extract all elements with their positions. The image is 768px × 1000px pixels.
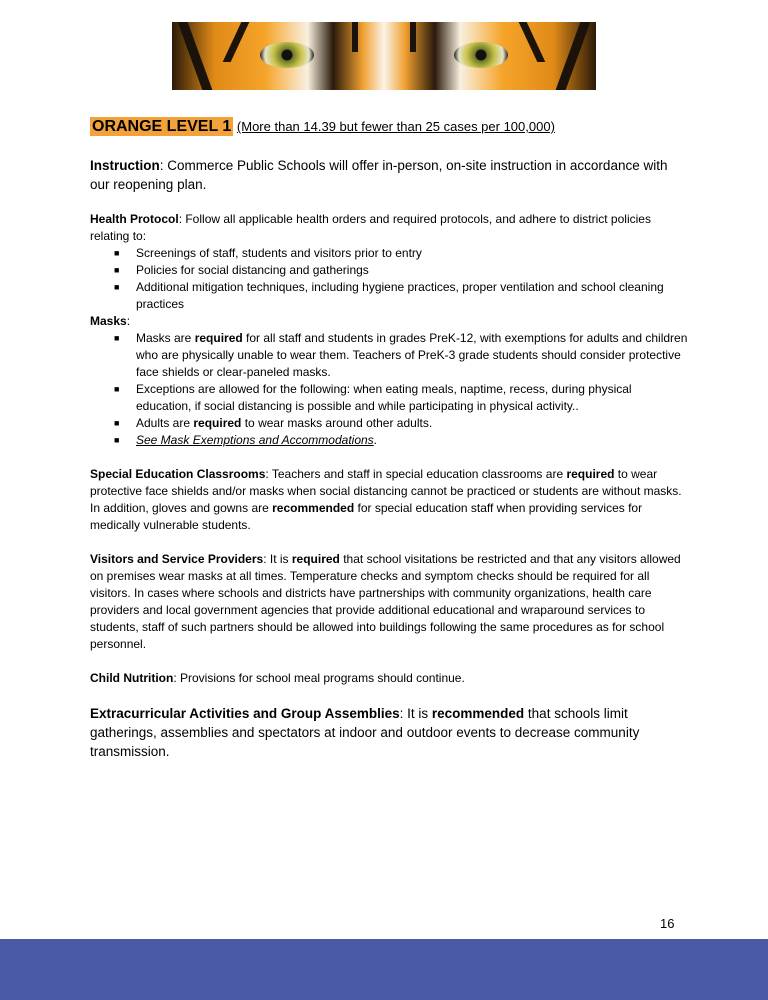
tiger-eye-right <box>454 42 508 68</box>
level-heading <box>90 112 690 142</box>
list-item: ■ Adults are required to wear masks around other adults. <box>136 415 690 432</box>
banner-stripe <box>519 22 546 62</box>
masks-section: Masks: <box>90 314 131 328</box>
document-body <box>90 112 690 761</box>
masks-list <box>90 330 690 449</box>
list-item: ■ See Mask Exemptions and Accommodations. <box>136 432 690 449</box>
health-protocol-text: : Follow all applicable health orders and required protocols, and adhere to district policies relating to: <box>90 212 651 243</box>
banner-stripe <box>352 22 358 52</box>
special-education-section: Special Education Classrooms: Teachers and staff in special education classrooms are required to wear protective face shields and/or masks when social distancing cannot be practiced or students are without masks. In addition, gloves and gowns are recommended for special education staff when providing services for medically vulnerable students. <box>90 467 682 532</box>
list-item: ■ Exceptions are allowed for the following: when eating meals, naptime, recess, during physical education, if social distancing is possible and while participating in physical activity.. <box>136 381 690 415</box>
extracurricular-label: Extracurricular Activities and Group Assemblies <box>90 706 400 721</box>
child-nutrition-section: Child Nutrition: Provisions for school meal programs should continue. <box>90 671 465 685</box>
banner-stripe <box>178 22 213 90</box>
list-item: ■ Policies for social distancing and gatherings <box>136 262 690 279</box>
visitors-section: Visitors and Service Providers: It is required that school visitations be restricted and that any visitors allowed on premises wear masks at all times. Temperature checks and symptom checks should be required for all visitors. In cases where schools and districts have partnerships with community organizations, health care providers and local government agencies that provide additional educational and wraparound services to students, staff of such partners should be allowed into buildings following the same procedures as for school personnel. <box>90 552 681 651</box>
list-item: ■ Additional mitigation techniques, including hygiene practices, proper ventilation and school cleaning practices <box>136 279 690 313</box>
visitors-label: Visitors and Service Providers <box>90 552 264 566</box>
banner-stripe <box>223 22 250 62</box>
special-education-label: Special Education Classrooms <box>90 467 266 481</box>
health-protocol-label: Health Protocol <box>90 212 179 226</box>
extracurricular-section: Extracurricular Activities and Group Assemblies: It is recommended that schools limit gatherings, assemblies and spectators at indoor and outdoor events to decrease community transmission. <box>90 706 640 759</box>
mask-exemptions-link[interactable]: See Mask Exemptions and Accommodations <box>136 433 374 447</box>
tiger-eyes-banner <box>172 22 596 90</box>
masks-label: Masks <box>90 314 127 328</box>
instruction-label: Instruction <box>90 158 160 173</box>
health-protocol-list <box>90 245 690 313</box>
footer-bar <box>0 939 768 1000</box>
health-protocol-section <box>90 211 690 245</box>
child-nutrition-label: Child Nutrition <box>90 671 174 685</box>
tiger-eye-left <box>260 42 314 68</box>
level-badge: ORANGE LEVEL 1 <box>92 118 232 135</box>
instruction-text: : Commerce Public Schools will offer in-person, on-site instruction in accordance with our reopening plan. <box>90 158 668 192</box>
list-item: ■ Screenings of staff, students and visitors prior to entry <box>136 245 690 262</box>
list-item: ■ Masks are required for all staff and students in grades PreK-12, with exemptions for adults and children who are physically unable to wear them. Teachers of PreK-3 grade students should consider protective face shields or clear-paneled masks. <box>136 330 690 381</box>
page-number: 16 <box>660 916 675 931</box>
banner-stripe <box>556 22 591 90</box>
banner-stripe <box>410 22 416 52</box>
instruction-section <box>90 156 690 194</box>
level-note: (More than 14.39 but fewer than 25 cases per 100,000) <box>236 119 555 134</box>
